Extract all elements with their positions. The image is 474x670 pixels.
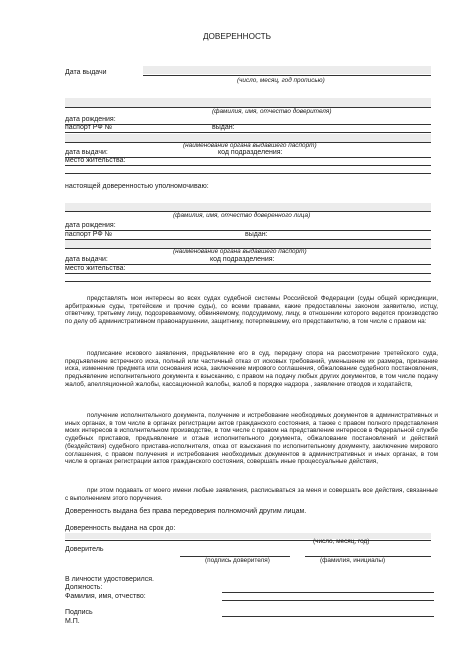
issue-date-line	[143, 75, 431, 76]
grantor-passport-label: паспорт РФ №	[65, 124, 113, 131]
attorney-residence-line-2	[65, 281, 431, 282]
body-paragraph-3-text: получение исполнительного документа, получение и истребование необходимых документов в административных и иных органах, в том числе в органах регистрации актов гражданского состояния, а также с правом полного представления моих интересов в исполнительном производстве, в том числе с правом на представление интересов в Федеральной службе судебных приставов, предъявление и отзыв исполнительного документа, обжалование постановлений и действий (бездействия) судебного пристава-исполнителя, отказ от взыскания по исполнительному документу, заключение мирового соглашения, с правом получения и истребования необходимых документов в административных и иных органах, в том числе в органах регистрации актов гражданского состояния, совершать иные процессуальные действия,	[65, 412, 438, 466]
term-label: Доверенность выдана на срок до:	[65, 525, 176, 532]
body-paragraph-2	[65, 350, 438, 389]
grantor-issue-date-label: дата выдачи:	[65, 149, 108, 156]
no-transfer-text: Доверенность выдана без права передоверия полномочий другим лицам.	[65, 508, 307, 515]
grantor-issued-label: выдан:	[212, 124, 235, 131]
grantor-organ-field[interactable]	[65, 134, 431, 142]
body-paragraph-4-text: при этом подавать от моего имени любые заявления, расписываться за меня и совершать все действия, связанные с выполнением этого поручения.	[65, 487, 438, 502]
grantor-sign-label: Доверитель	[65, 546, 104, 553]
attorney-residence-line	[65, 273, 431, 274]
seal-label: М.П.	[65, 618, 80, 625]
grantor-residence-line-2	[65, 173, 431, 174]
body-paragraph-4	[65, 487, 438, 502]
term-hint: (число, месяц, год)	[313, 538, 370, 545]
attorney-residence-label: место жительства:	[65, 265, 126, 272]
attorney-dept-label: код подразделения:	[210, 256, 275, 263]
attorney-issue-date-label: дата выдачи:	[65, 256, 108, 263]
attorney-name-field[interactable]	[65, 203, 431, 211]
issue-date-hint: (число, месяц, год прописью)	[237, 77, 325, 84]
grantor-name-hint: (фамилия, имя, отчество доверителя)	[212, 108, 332, 115]
term-field[interactable]	[65, 533, 431, 539]
authorize-text: настоящей доверенностью уполномочиваю:	[65, 183, 209, 190]
grantor-birth-line	[65, 124, 431, 125]
grantor-passport-line	[65, 132, 431, 133]
verified-text: В личности удостоверился.	[65, 576, 154, 583]
attorney-passport-label: паспорт РФ №	[65, 231, 113, 238]
attorney-organ-hint: (наименование органа выдавшего паспорт)	[173, 248, 307, 255]
grantor-dept-label: код подразделения:	[218, 149, 283, 156]
grantor-birth-label: дата рождения:	[65, 116, 116, 123]
attorney-birth-label: дата рождения:	[65, 222, 116, 229]
position-label: Должность:	[65, 584, 103, 591]
signature-hint: (подпись доверителя)	[205, 557, 270, 564]
issue-date-label: Дата выдачи	[65, 69, 107, 76]
grantor-residence-line	[65, 165, 431, 166]
fio-line	[222, 600, 434, 601]
issue-date-field[interactable]	[143, 66, 431, 74]
document-title: ДОВЕРЕННОСТЬ	[203, 32, 271, 41]
signature-line	[222, 616, 434, 617]
grantor-name-field[interactable]	[65, 98, 431, 107]
body-paragraph-1	[65, 295, 438, 326]
signature-label: Подпись	[65, 609, 93, 616]
body-paragraph-1-text: представлять мои интересы во всех судах судебной системы Российской Федерации (суды общей юрисдикции, арбитражные суды, третейские и прочие суды), со всеми правами, какие предоставлены законом заявителю, истцу, ответчику, третьему лицу, подозреваемому, обвиняемому, подсудимому, лицу, в отношении которого ведется производство по делу об административном правонарушении, защитнику, потерпевшему, его представителю, в том числе с правом на:	[65, 295, 438, 326]
grantor-residence-label: место жительства:	[65, 157, 126, 164]
attorney-issued-label: выдан:	[245, 231, 268, 238]
body-paragraph-2-text: подписание искового заявления, предъявление его в суд, передачу спора на рассмотрение третейского суда, предъявление встречного иска, полный или частичный отказ от исковых требований, уменьшение их размера, признание иска, изменение предмета или основания иска, заключение мирового соглашения, обжалование судебного постановления, предъявление исполнительного документа к взысканию, с правом на подачу любых других документов, в том числе подачу жалоб, апелляционной жалобы, кассационной жалобы, жалоб в порядке надзора , заявление отводов и ходатайств,	[65, 350, 438, 388]
fio-label: Фамилия, имя, отчество:	[65, 593, 146, 600]
position-line	[222, 592, 434, 593]
attorney-organ-field[interactable]	[65, 240, 431, 248]
term-line	[65, 540, 431, 541]
body-paragraph-3	[65, 412, 438, 466]
grantor-organ-hint: (наименование органа выдавшего паспорт)	[183, 142, 317, 149]
attorney-name-hint: (фамилия, имя, отчество доверенного лица)	[173, 212, 311, 219]
name-initials-hint: (фамилия, инициалы)	[320, 557, 386, 564]
